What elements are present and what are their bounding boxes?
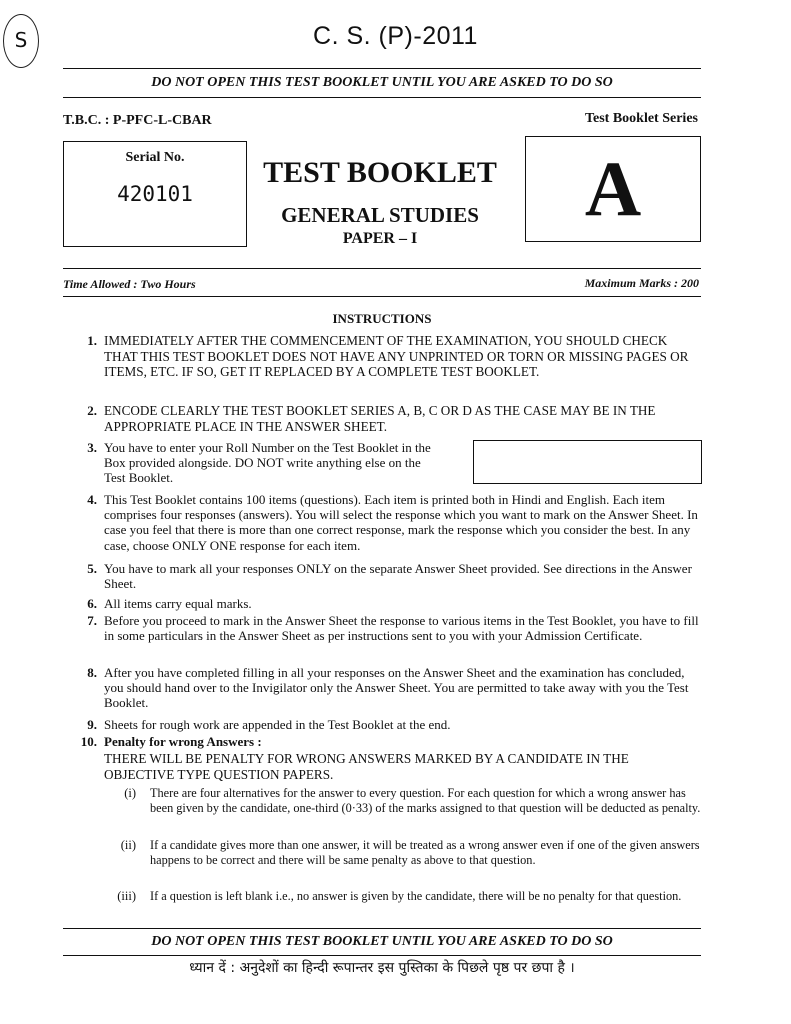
instruction-item: All items carry equal marks. xyxy=(104,596,252,611)
instruction-number: 9. xyxy=(87,717,97,732)
serial-label: Serial No. xyxy=(125,150,185,165)
series-letter: A xyxy=(584,145,642,232)
instruction-item: After you have completed filling in all your responses on the Answer Sheet and the examination has concluded, you should hand over to the Invigilator only the Answer Sheet. You are permitted to take away with you the Test Booklet. xyxy=(104,665,689,711)
hindi-note: ध्यान दें : अनुदेशों का हिन्दी रूपान्तर इस पुस्तिका के पिछले पृष्ठ पर छपा है । xyxy=(189,960,575,976)
instruction-item: IMMEDIATELY AFTER THE COMMENCEMENT OF THE EXAMINATION, YOU SHOULD CHECK THAT THIS TEST BOOKLET DOES NOT HAVE ANY UNPRINTED OR TORN OR MISSING PAGES OR ITEMS, ETC. IF SO, GET IT REPLACED BY A COMPLETE TEST BOOKLET. xyxy=(104,333,689,380)
instruction-number: 8. xyxy=(87,665,97,680)
mid-rule xyxy=(63,268,701,269)
instruction-number: 4. xyxy=(87,492,97,507)
exam-title: C. S. (P)-2011 xyxy=(313,22,478,50)
series-letter-box xyxy=(525,136,701,242)
booklet-subject: GENERAL STUDIES xyxy=(281,203,479,227)
booklet-paper: PAPER – I xyxy=(342,230,418,247)
time-allowed: Time Allowed : Two Hours xyxy=(63,277,196,291)
instruction-number: 1. xyxy=(87,333,97,348)
test-booklet-series-label: Test Booklet Series xyxy=(584,111,698,126)
instruction-number: 2. xyxy=(87,403,97,418)
penalty-statement: THERE WILL BE PENALTY FOR WRONG ANSWERS MARKED BY A CANDIDATE IN THE OBJECTIVE TYPE QUESTION PAPERS. xyxy=(104,751,629,782)
instruction-item: Sheets for rough work are appended in the Test Booklet at the end. xyxy=(104,717,451,732)
instruction-number: 6. xyxy=(87,596,97,611)
bottom-notice: DO NOT OPEN THIS TEST BOOKLET UNTIL YOU ARE ASKED TO DO SO xyxy=(151,934,613,949)
instruction-number: 7. xyxy=(87,613,97,628)
penalty-item: If a candidate gives more than one answer, it will be treated as a wrong answer even if one of the given answers happens to be correct and there will be same penalty as above to that question. xyxy=(150,838,700,868)
instruction-item: You have to mark all your responses ONLY on the separate Answer Sheet provided. See directions in the Answer Sheet. xyxy=(104,561,692,592)
penalty-item: If a question is left blank i.e., no answer is given by the candidate, there will be no penalty for that question. xyxy=(150,889,682,903)
instruction-item: Before you proceed to mark in the Answer Sheet the response to various items in the Test Booklet, you have to fill in some particulars in the Answer Sheet as per instructions sent to you with your Admission Certificate. xyxy=(104,613,699,644)
corner-handwritten-mark: S xyxy=(3,14,39,68)
instruction-item: ENCODE CLEARLY THE TEST BOOKLET SERIES A, B, C OR D AS THE CASE MAY BE IN THE APPROPRIATE PLACE IN THE ANSWER SHEET. xyxy=(104,403,656,434)
tbc-code: T.B.C. : P-PFC-L-CBAR xyxy=(63,113,212,128)
penalty-item-number: (iii) xyxy=(117,889,136,903)
instruction-item: This Test Booklet contains 100 items (questions). Each item is printed both in Hindi and English. Each item comprises four responses (answers). You will select the response which you want to mark on the Answer Sheet. In case you feel that there is more than one correct response, mark the response which you consider the best. In any case, choose ONLY ONE response for each item. xyxy=(104,492,698,553)
serial-number-box xyxy=(63,141,247,247)
top-rule xyxy=(63,68,701,69)
penalty-item: There are four alternatives for the answer to every question. For each question for which a wrong answer has been given by the candidate, one-third (0·33) of the marks assigned to that question will be deducted as penalty. xyxy=(150,786,701,816)
bottom-rule xyxy=(63,928,701,929)
booklet-title: TEST BOOKLET xyxy=(263,156,497,189)
top-rule-2 xyxy=(63,97,701,98)
instruction-number: 10. xyxy=(80,734,97,749)
roll-number-box[interactable] xyxy=(473,440,702,484)
instructions-heading: INSTRUCTIONS xyxy=(332,311,432,326)
maximum-marks: Maximum Marks : 200 xyxy=(584,276,699,290)
instruction-item: You have to enter your Roll Number on the Test Booklet in the Box provided alongside. DO NOT write anything else on the Test Booklet. xyxy=(104,440,431,486)
penalty-item-number: (i) xyxy=(124,786,136,800)
penalty-item-number: (ii) xyxy=(120,838,136,852)
instruction-number: 5. xyxy=(87,561,97,576)
mid-rule-2 xyxy=(63,296,701,297)
top-notice: DO NOT OPEN THIS TEST BOOKLET UNTIL YOU ARE ASKED TO DO SO xyxy=(151,75,613,90)
bottom-rule-2 xyxy=(63,955,701,956)
instruction-number: 3. xyxy=(87,440,97,455)
serial-number: 420101 xyxy=(117,182,193,206)
penalty-title: Penalty for wrong Answers : xyxy=(104,734,262,749)
